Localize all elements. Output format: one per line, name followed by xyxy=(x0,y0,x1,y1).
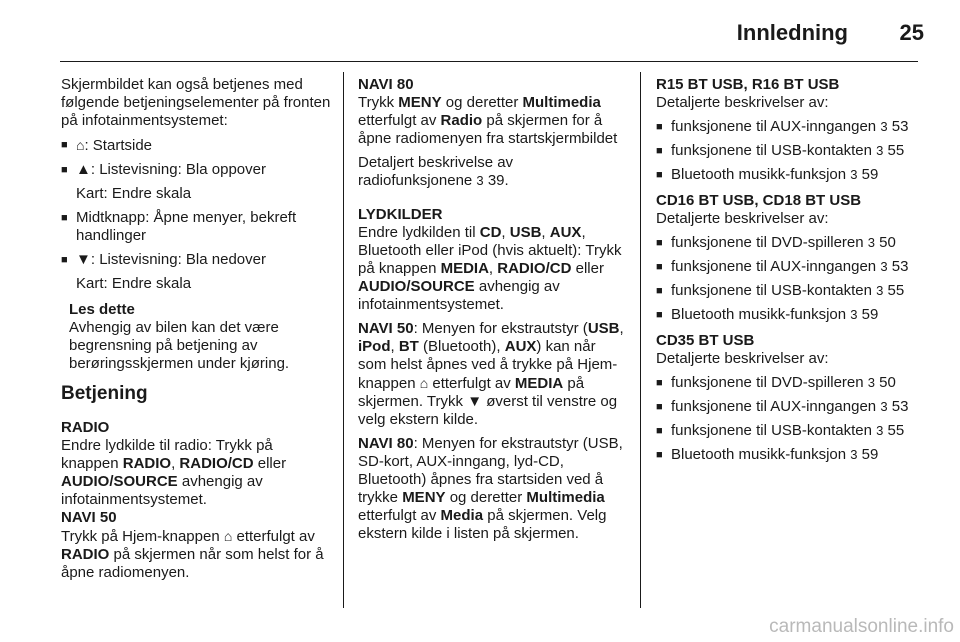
list-item xyxy=(656,282,918,300)
list-item xyxy=(656,234,918,252)
chapter-title: Innledning xyxy=(736,20,848,45)
list-item-text: funksjonene til AUX-inngangen xyxy=(671,398,877,415)
list-item-text: funksjonene til AUX-inngangen xyxy=(671,258,877,275)
footer-watermark: carmanualsonline.info xyxy=(769,616,954,637)
navi80-text: Trykk MENY og deretter Multimedia etterfulgt av Radio på skjermen for å åpne radiomenyen fra startskjermbildet xyxy=(358,94,618,147)
page-ref-icon: 3 xyxy=(880,399,888,414)
list-item xyxy=(656,422,918,440)
arrow-down-icon: ▼ xyxy=(76,251,91,268)
page-ref-number[interactable]: 53 xyxy=(891,118,909,135)
list-item-text: : Listevisning: Bla nedover xyxy=(90,251,266,268)
page-ref-number[interactable]: 55 xyxy=(887,422,905,439)
page-ref-icon: 3 xyxy=(850,167,858,182)
header-divider xyxy=(60,61,918,62)
page-ref-icon: 3 xyxy=(476,173,484,188)
column-divider-2 xyxy=(640,72,641,608)
column-3 xyxy=(656,76,918,464)
page-ref-icon: 3 xyxy=(850,307,858,322)
cd35-list xyxy=(656,374,918,464)
list-item-center: ■ Midtknapp: Åpne menyer, bekreft handlinger xyxy=(61,209,333,245)
column-2 xyxy=(358,76,626,543)
list-item xyxy=(656,446,918,464)
list-item-down xyxy=(61,251,333,269)
list-item-text: : Listevisning: Bla oppover xyxy=(90,161,266,178)
page-ref-number[interactable]: 50 xyxy=(879,234,896,251)
radio-text: Endre lydkilde til radio: Trykk på knappen RADIO, RADIO/CD eller AUDIO/SOURCE avhengig av infotainmentsystemet. xyxy=(61,437,287,508)
arrow-down-icon: ▼ xyxy=(467,393,483,410)
navi50-text: Trykk på Hjem-knappen ⌂ etterfulgt av RADIO på skjermen når som helst for å åpne radiomenyen. xyxy=(61,528,324,581)
section-title: Betjening xyxy=(61,383,148,404)
page-ref-icon: 3 xyxy=(867,375,875,390)
column-1 xyxy=(61,76,333,582)
home-icon: ⌂ xyxy=(76,137,85,153)
radio-heading: RADIO xyxy=(61,419,110,436)
page-ref-number[interactable]: 59 xyxy=(861,166,879,183)
page-ref-number[interactable]: 55 xyxy=(887,282,905,299)
page-ref-icon: 3 xyxy=(850,447,858,462)
list-subtext: Kart: Endre skala xyxy=(76,185,192,202)
lydkilder-heading: LYDKILDER xyxy=(358,206,443,223)
page-ref-icon: 3 xyxy=(876,423,884,438)
list-item xyxy=(656,166,918,184)
r15-heading: R15 BT USB, R16 BT USB xyxy=(656,76,840,93)
home-icon: ⌂ xyxy=(419,375,429,391)
list-item-text: : Startside xyxy=(84,137,152,154)
navi50-media-text: NAVI 50: Menyen for ekstrautstyr (USB, iPod, BT (Bluetooth), AUX) kan når som helst åpnes ved å trykke på Hjem-knappen ⌂ etterfulgt av MEDIA på skjermen. Trykk ▼ øverst til venstre og velg ekstern kilde. xyxy=(358,320,624,428)
cd16-subheading: Detaljerte beskrivelser av: xyxy=(656,210,829,227)
detail-text: Detaljert beskrivelse av radiofunksjonene 3 39. xyxy=(358,154,514,189)
list-item-up xyxy=(61,161,333,179)
page-ref-number[interactable]: 50 xyxy=(879,374,896,391)
r15-subheading: Detaljerte beskrivelser av: xyxy=(656,94,829,111)
navi80-media-text: NAVI 80: Menyen for ekstrautstyr (USB, SD-kort, AUX-inngang, lyd-CD, Bluetooth) åpnes fra startsiden ved å trykke MENY og deretter Multimedia etterfulgt av Media på skjermen. Velg ekstern kilde i listen på skjermen. xyxy=(358,435,623,542)
list-item-text: funksjonene til DVD-spilleren xyxy=(671,234,864,251)
navi50-heading: NAVI 50 xyxy=(61,509,117,526)
page-ref-number[interactable]: 59 xyxy=(861,306,879,323)
list-item xyxy=(656,118,918,136)
note-box xyxy=(61,301,333,373)
note-title: Les dette xyxy=(69,301,135,318)
cd16-list xyxy=(656,234,918,324)
r15-list xyxy=(656,118,918,184)
arrow-up-icon: ▲ xyxy=(76,161,91,178)
list-item-text: funksjonene til USB-kontakten xyxy=(671,282,872,299)
page-ref-number[interactable]: 53 xyxy=(891,258,909,275)
column-divider-1 xyxy=(343,72,344,608)
intro-text: Skjermbildet kan også betjenes med følgende betjeningselementer på fronten på infotainmentsystemet: xyxy=(61,76,331,129)
page-number: 25 xyxy=(899,20,924,45)
page-ref-icon: 3 xyxy=(867,235,875,250)
list-item-text: Bluetooth musikk-funksjon xyxy=(671,166,847,183)
list-subtext: Kart: Endre skala xyxy=(76,275,192,292)
list-item-home xyxy=(61,136,333,155)
list-item-text: funksjonene til USB-kontakten xyxy=(671,142,872,159)
page-ref-number[interactable]: 59 xyxy=(861,446,879,463)
list-item-text: funksjonene til DVD-spilleren xyxy=(671,374,864,391)
page-ref-icon: 3 xyxy=(876,143,884,158)
list-item xyxy=(656,374,918,392)
list-item-text: funksjonene til AUX-inngangen xyxy=(671,118,877,135)
list-item xyxy=(656,142,918,160)
list-item xyxy=(656,258,918,276)
note-text: Avhengig av bilen kan det være begrensning på betjening av berøringsskjermen under kjøring. xyxy=(69,319,290,372)
cd16-heading: CD16 BT USB, CD18 BT USB xyxy=(656,192,862,209)
list-item-text: Bluetooth musikk-funksjon xyxy=(671,306,847,323)
lydkilder-text: Endre lydkilden til CD, USB, AUX, Bluetooth eller iPod (hvis aktuelt): Trykk på knappen MEDIA, RADIO/CD eller AUDIO/SOURCE avhengig av infotainmentsystemet. xyxy=(358,224,622,313)
list-item-text: funksjonene til USB-kontakten xyxy=(671,422,872,439)
list-item xyxy=(656,398,918,416)
page-ref-number[interactable]: 53 xyxy=(891,398,909,415)
page-ref-icon: 3 xyxy=(880,259,888,274)
page-ref-number[interactable]: 55 xyxy=(887,142,905,159)
list-item-text: Bluetooth musikk-funksjon xyxy=(671,446,847,463)
home-icon: ⌂ xyxy=(223,528,233,544)
list-item xyxy=(656,306,918,324)
cd35-subheading: Detaljerte beskrivelser av: xyxy=(656,350,829,367)
navi80-heading: NAVI 80 xyxy=(358,76,414,93)
page-ref-icon: 3 xyxy=(876,283,884,298)
cd35-heading: CD35 BT USB xyxy=(656,332,755,349)
page-ref-icon: 3 xyxy=(880,119,888,134)
